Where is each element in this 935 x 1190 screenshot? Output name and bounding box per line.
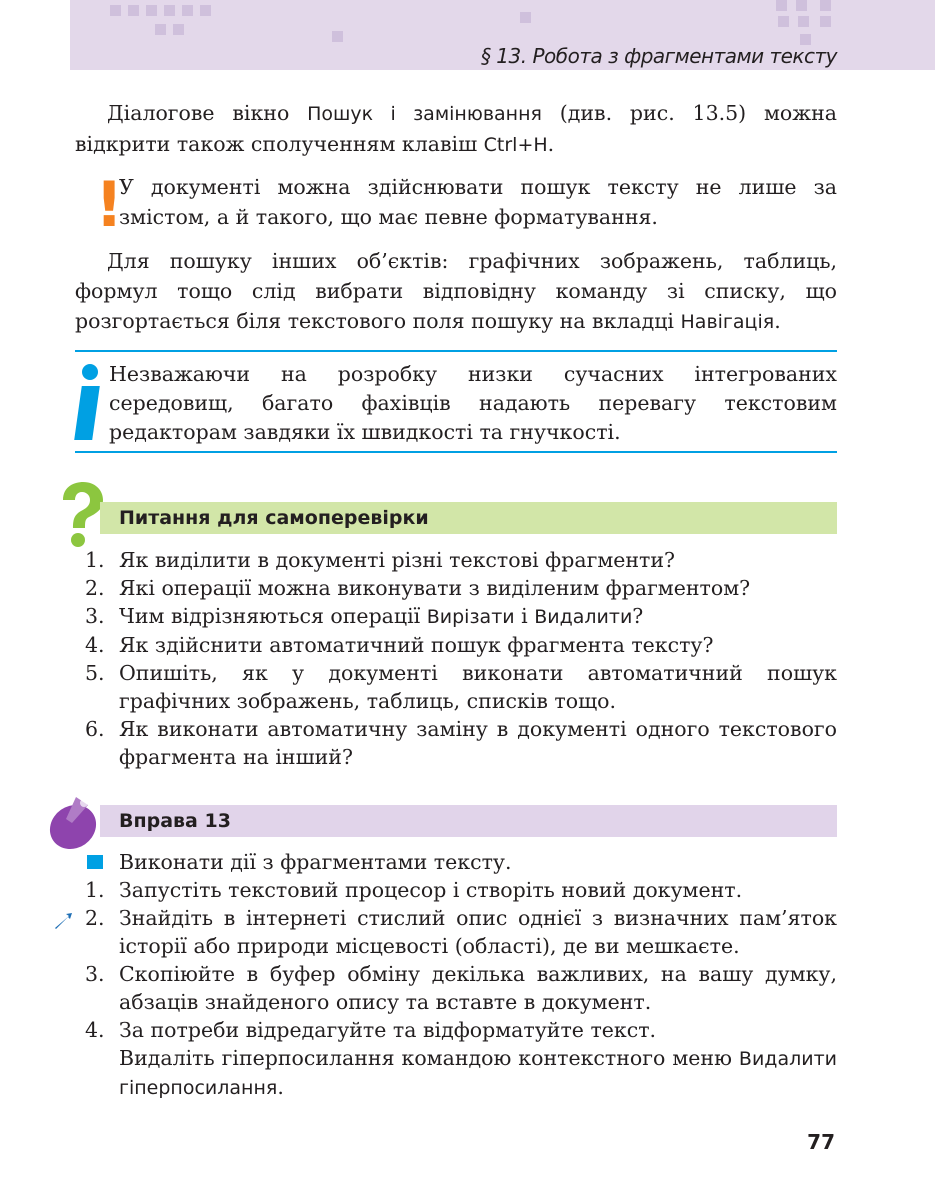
task-item: Виконати дії з фрагментами тексту. bbox=[75, 848, 837, 876]
intro-paragraph: Діалогове вікно Пошук і замінювання (див. рис. 13.5) можна відкрити також сполученням клавіш Ctrl+H. bbox=[75, 101, 838, 156]
decor-square bbox=[778, 16, 789, 27]
decor-square bbox=[520, 12, 531, 23]
objects-paragraph: Для пошуку інших об’єктів: графічних зображень, таблиць, формул тощо слід вибрати відповідну команду зі списку, що розгортається біля текстового поля пошуку на вкладці Навігація. bbox=[75, 249, 837, 333]
decor-square bbox=[820, 0, 831, 11]
ui-term: Вирізати bbox=[426, 606, 515, 628]
exclamation-icon: ! bbox=[95, 168, 124, 241]
list-item: 2. Знайдіть в інтернеті стислий опис однієї з визначних пам’яток історії або природи місцевості (області), де ви мешкаєте. bbox=[75, 904, 837, 960]
question-list bbox=[75, 546, 837, 771]
exercise-title: Вправа 13 bbox=[100, 805, 837, 837]
decor-square bbox=[155, 24, 166, 35]
page-header bbox=[70, 0, 935, 70]
ui-term: Навігація bbox=[680, 311, 775, 333]
self-check-title: Питання для самоперевірки bbox=[100, 502, 837, 534]
ui-term: Видалити гіперпосилання bbox=[119, 1048, 837, 1099]
list-item: 1. Як виділити в документі різні текстові фрагменти? bbox=[85, 548, 676, 572]
page-number: 77 bbox=[807, 1130, 835, 1154]
list-item: 1. Запустіть текстовий процесор і створіть новий документ. bbox=[85, 878, 743, 902]
note-text: У документі можна здійснювати пошук тексту не лише за змістом, а й такого, що має певне форматування. bbox=[119, 175, 837, 229]
decor-square bbox=[110, 5, 121, 16]
square-bullet-icon bbox=[87, 855, 103, 869]
decor-square bbox=[776, 0, 787, 11]
list-item: 3. Скопіюйте в буфер обміну декілька важливих, на вашу думку, абзаців знайденого опису та вставте в документ. bbox=[85, 962, 837, 1014]
decor-square bbox=[128, 5, 139, 16]
list-item: 6. Як виконати автоматичну заміну в документі одного текстового фрагмента на інший? bbox=[85, 717, 837, 769]
question-mark-icon bbox=[55, 480, 105, 550]
exercise-list bbox=[75, 848, 837, 1102]
info-box bbox=[75, 350, 837, 454]
list-item: 4. За потреби відредагуйте та відформатуйте текст. Видаліть гіперпосилання командою контекстного меню Видалити гіперпосилання. bbox=[85, 1018, 837, 1099]
decor-square bbox=[798, 16, 809, 27]
decor-square bbox=[146, 5, 157, 16]
decor-square bbox=[164, 5, 175, 16]
info-icon bbox=[78, 364, 102, 432]
list-item: 5. Опишіть, як у документі виконати автоматичний пошук графічних зображень, таблиць, списків тощо. bbox=[85, 661, 837, 713]
brush-icon bbox=[46, 793, 104, 853]
ui-term: Видалити bbox=[534, 606, 633, 628]
arrow-icon bbox=[53, 912, 73, 930]
decor-square bbox=[332, 31, 343, 42]
decor-square bbox=[182, 5, 193, 16]
decor-square bbox=[796, 0, 807, 11]
ui-term: Пошук і замінювання bbox=[307, 103, 542, 125]
decor-square bbox=[820, 16, 831, 27]
list-item: 4. Як здійснити автоматичний пошук фрагмента тексту? bbox=[85, 633, 714, 657]
info-text: Незважаючи на розробку низки сучасних інтегрованих середовищ, багато фахівців надають перевагу текстовим редакторам завдяки їх швидкості та гнучкості. bbox=[109, 362, 837, 444]
shortcut-text: Ctrl+H bbox=[483, 134, 548, 156]
list-item: 2. Які операції можна виконувати з виділеним фрагментом? bbox=[85, 576, 751, 600]
divider bbox=[75, 451, 837, 453]
list-item: 3. Чим відрізняються операції Вирізати і Видалити? bbox=[85, 604, 644, 628]
decor-square bbox=[173, 24, 184, 35]
section-title: § 13. Робота з фрагментами тексту bbox=[480, 44, 837, 68]
decor-square bbox=[200, 5, 211, 16]
divider bbox=[75, 350, 837, 352]
